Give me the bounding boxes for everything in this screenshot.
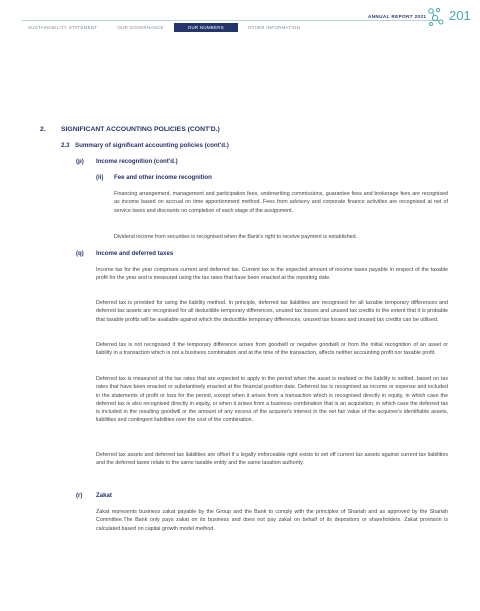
subitem-title-ii: Fee and other income recognition: [114, 174, 212, 181]
paragraph-dividend: Dividend income from securities is recognised when the Bank's right to receive payment is established.: [114, 234, 358, 240]
section-number: 2.: [40, 126, 46, 133]
section-nav: [22, 23, 310, 32]
item-marker-r: (r): [76, 492, 83, 499]
section-heading: [40, 126, 220, 133]
report-label: ANNUAL REPORT 2021: [368, 14, 427, 19]
item-title-q: Income and deferred taxes: [96, 250, 174, 257]
tab-our-numbers[interactable]: OUR NUMBERS: [174, 23, 238, 32]
item-title-r: Zakat: [96, 492, 112, 499]
paragraph-not-recognised: Deferred tax is not recognised if the temporary difference arises from goodwill or negative goodwill or from the initial recognition of an asset or liability in a transaction which is not a business combination and at the time of the transaction, affects neither accounting profit nor taxable profit.: [96, 342, 448, 357]
tab-sustainability-statement[interactable]: SUSTAINABILITY STATEMENT: [28, 25, 98, 30]
subsection-title: Summary of significant accounting policies (cont'd.): [75, 142, 229, 149]
paragraph-zakat: Zakat represents business zakat payable by the Group and the Bank to comply with the principles of Shariah and as approved by the Shariah Committee.The Bank only pays zakat on its business and does not pay zakat on behalf of its depositors or shareholders. Zakat provision is calculated based on capital growth model method.: [96, 509, 448, 532]
header-rule: [22, 20, 438, 21]
subitem-marker-ii: (ii): [96, 174, 104, 181]
paragraph-fees: Financing arrangement, management and participation fees, underwriting commissions, guarantee fees and brokerage fees are recognised as income based on accrual on time apportionment method. Fees from advisory and corporate finance activities are recognised at net of service taxes and discounts on completion of each stage of the assignment.: [114, 191, 448, 214]
item-marker-p: (p): [76, 158, 84, 165]
paragraph-liability-method: Deferred tax is provided for using the liability method. In principle, deferred tax liabilities are recognised for all taxable temporary differences and deferred tax assets are recognised for all deductible temporary differences, unused tax losses and unused tax credits to the extent that it is probable that taxable profits will be available against which the deductible temporary differences, unused tax losses and unused tax credits can be utilised.: [96, 300, 448, 323]
item-marker-q: (q): [76, 250, 84, 257]
paragraph-measurement: Deferred tax is measured at the tax rates that are expected to apply in the period when the asset is realised or the liability is settled, based on tax rates that have been enacted or substantively enacted at the financial position date. Deferred tax is recognised as income or expense and included in the statements of profit or loss for the period, except when it arises from a transaction which is recognised directly in equity, in which case the deferred tax is also recognised directly in equity, or when it arises from a business combination that is an acquisition, in which case the deferred tax is included in the resulting goodwill or the amount of any excess of the acquirer's interest in the net fair value of the acquiree's identifiable assets, liabilities and contingent liabilities over the cost of the combination.: [96, 376, 448, 424]
page-number: 201: [449, 8, 471, 23]
paragraph-income-tax: Income tax for the year comprises current and deferred tax. Current tax is the expected amount of income taxes payable in respect of the taxable profit for the year and is measured using the tax rates that have been enacted at the reporting date.: [96, 267, 448, 282]
tab-our-governance[interactable]: OUR GOVERNANCE: [117, 25, 164, 30]
item-title-p: Income recognition (cont'd.): [96, 158, 178, 165]
tab-other-information[interactable]: OTHER INFORMATION: [247, 25, 301, 30]
subsection-number: 2.3: [61, 142, 70, 149]
subsection-heading: [61, 142, 229, 149]
paragraph-offset: Deferred tax assets and deferred tax liabilities are offset if a legally enforceable right exists to set off current tax assets against current tax liabilities and the deferred taxes relate to the same taxable entity and the same taxation authority.: [96, 452, 448, 467]
section-title: SIGNIFICANT ACCOUNTING POLICIES (CONT'D.): [61, 126, 220, 133]
brand-logo-icon: [426, 6, 446, 28]
